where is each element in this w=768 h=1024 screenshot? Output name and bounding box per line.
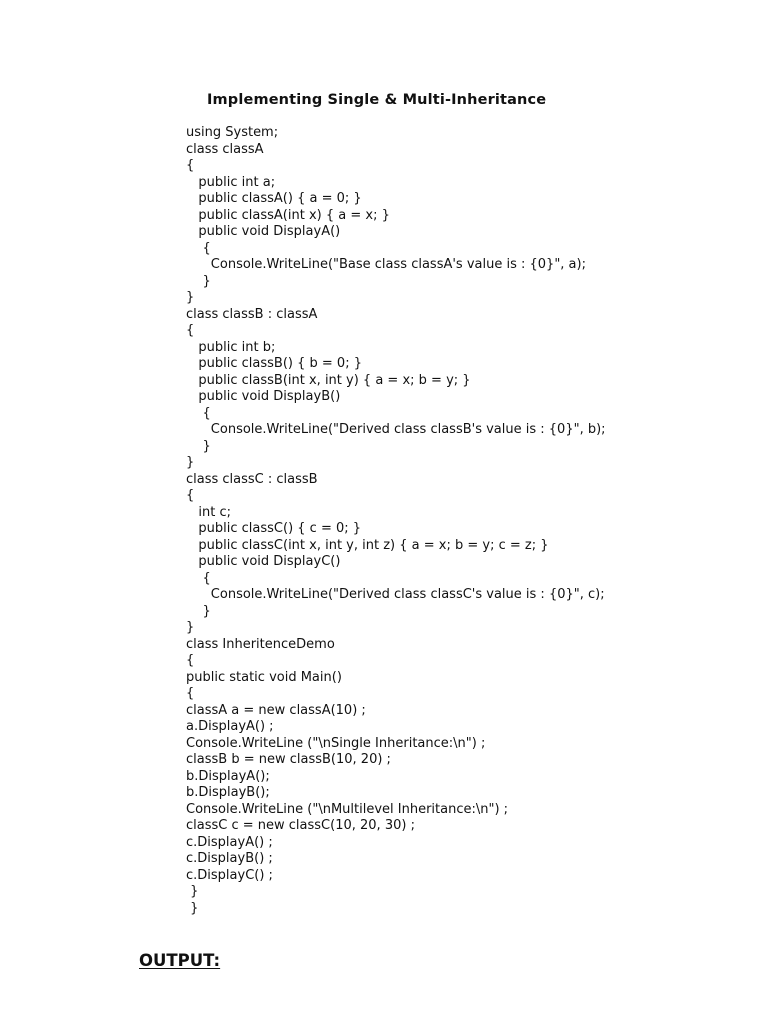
code-line: using System; (186, 125, 279, 140)
code-line: classB b = new classB(10, 20) ; (186, 752, 391, 767)
code-line: Console.WriteLine ("\nSingle Inheritance:\n") ; (186, 735, 486, 751)
document-title: Implementing Single & Multi-Inheritance (207, 92, 547, 108)
code-line: } (186, 273, 211, 289)
code-line: { (186, 405, 211, 421)
code-line: { (186, 653, 195, 668)
code-line: class classB : classA (186, 306, 318, 322)
code-line: a.DisplayA() ; (186, 719, 274, 734)
code-line: { (186, 240, 211, 256)
code-line: } (186, 455, 195, 470)
code-line: } (186, 290, 195, 305)
code-line: { (186, 323, 195, 338)
output-heading: OUTPUT: (139, 951, 221, 970)
code-line: { (186, 158, 195, 173)
code-line: b.DisplayA(); (186, 768, 270, 784)
code-line: class InheritenceDemo (186, 636, 335, 652)
code-line: public void DisplayC() (186, 554, 341, 569)
code-listing (186, 125, 606, 917)
code-line: { (186, 570, 211, 586)
code-line: { (186, 686, 195, 701)
code-line: public classA(int x) { a = x; } (186, 207, 390, 223)
code-line: public classA() { a = 0; } (186, 191, 362, 206)
code-line: public static void Main() (186, 669, 342, 685)
code-line: public void DisplayA() (186, 224, 341, 239)
code-line: public classC() { c = 0; } (186, 521, 362, 536)
code-line: } (186, 900, 199, 916)
code-line: } (186, 603, 211, 619)
code-line: public classC(int x, int y, int z) { a = x; b = y; c = z; } (186, 537, 549, 553)
code-line: class classC : classB (186, 471, 318, 487)
code-line: } (186, 884, 199, 899)
code-line: } (186, 620, 195, 635)
code-line: c.DisplayB() ; (186, 851, 273, 866)
code-line: public int b; (186, 339, 276, 355)
code-line: public void DisplayB() (186, 389, 341, 404)
code-line: public classB() { b = 0; } (186, 356, 362, 371)
code-line: classA a = new classA(10) ; (186, 702, 366, 718)
code-line: public classB(int x, int y) { a = x; b = y; } (186, 372, 471, 388)
code-line: Console.WriteLine("Derived class classC's value is : {0}", c); (186, 587, 605, 602)
code-line: Console.WriteLine ("\nMultilevel Inheritance:\n") ; (186, 801, 509, 817)
code-line: int c; (186, 504, 232, 520)
code-line: { (186, 488, 195, 503)
code-line: class classA (186, 141, 264, 157)
code-line: b.DisplayB(); (186, 785, 270, 800)
code-line: Console.WriteLine("Derived class classB's value is : {0}", b); (186, 422, 606, 437)
code-line: c.DisplayC() ; (186, 867, 273, 883)
code-line: public int a; (186, 174, 276, 190)
code-line: classC c = new classC(10, 20, 30) ; (186, 818, 415, 833)
code-line: Console.WriteLine("Base class classA's value is : {0}", a); (186, 257, 586, 272)
code-line: } (186, 438, 211, 454)
code-line: c.DisplayA() ; (186, 834, 273, 850)
